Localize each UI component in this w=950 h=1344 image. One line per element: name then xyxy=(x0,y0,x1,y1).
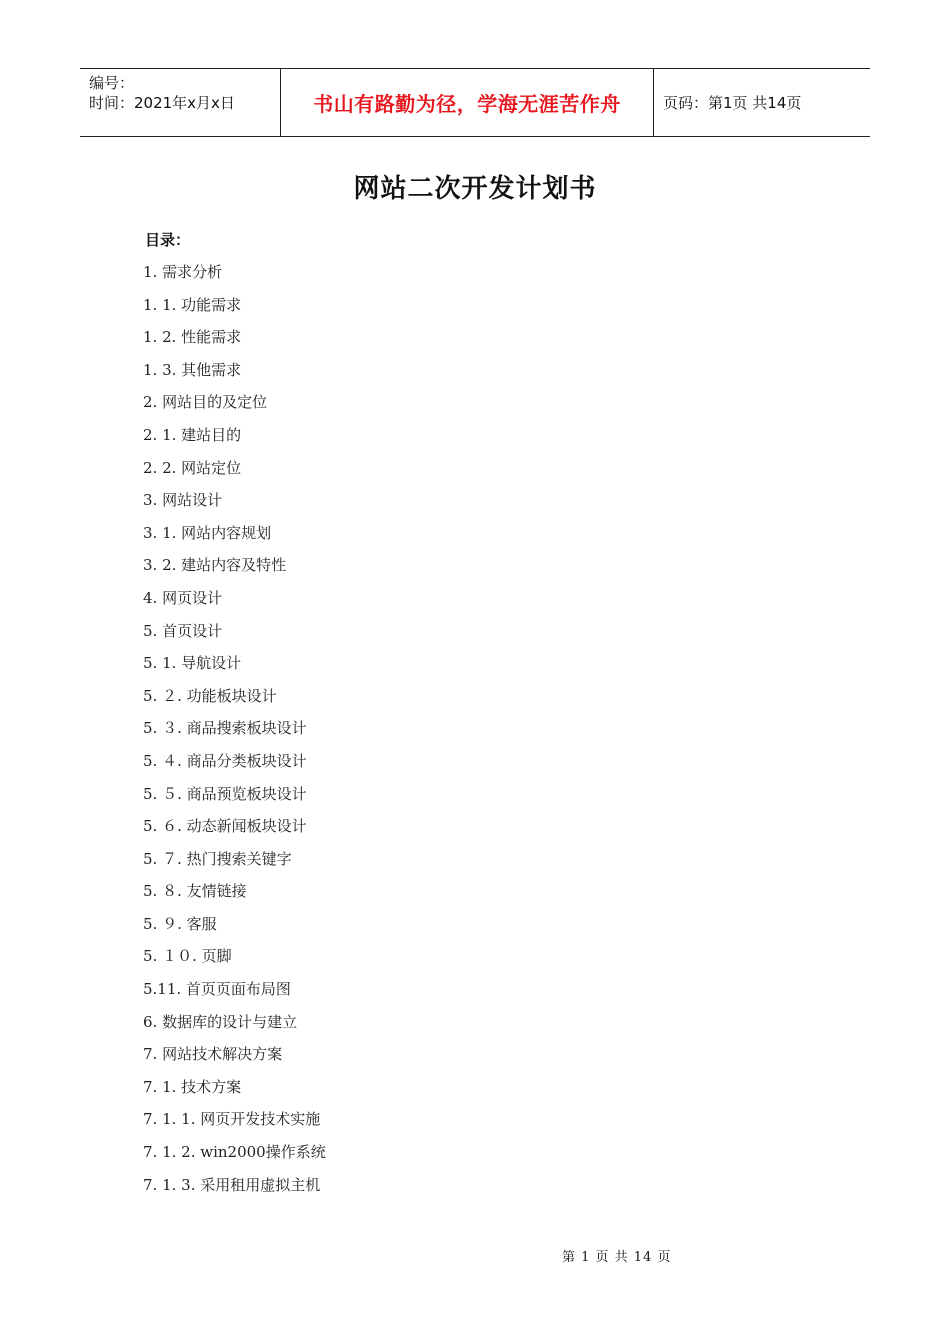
page-footer: 第 1 页 共 14 页 xyxy=(562,1250,672,1265)
toc-item: 5. １０. 页脚 xyxy=(143,947,232,966)
toc-item: 5. ４. 商品分类板块设计 xyxy=(143,751,307,770)
toc-item: 3. 2. 建站内容及特性 xyxy=(143,556,287,575)
toc-item: 6. 数据库的设计与建立 xyxy=(143,1012,298,1031)
header-motto-cell xyxy=(281,69,654,136)
toc-item: 2. 1. 建站目的 xyxy=(143,425,242,444)
date-label: 时间：2021年x月x日 xyxy=(89,94,235,112)
toc-item: 5. ７. 热门搜索关键字 xyxy=(143,849,292,868)
toc-item: 4. 网页设计 xyxy=(143,588,223,607)
toc-item: 2. 2. 网站定位 xyxy=(143,458,242,477)
document-title: 网站二次开发计划书 xyxy=(353,174,597,204)
toc-item: 7. 1. 3. 采用租用虚拟主机 xyxy=(143,1175,321,1194)
page-header xyxy=(80,68,870,137)
toc-item: 7. 网站技术解决方案 xyxy=(143,1045,283,1064)
toc-item: 1. 1. 功能需求 xyxy=(143,295,242,314)
toc-item: 3. 1. 网站内容规划 xyxy=(143,523,272,542)
toc-heading: 目录： xyxy=(145,231,191,249)
toc-item: 7. 1. 2. win2000操作系统 xyxy=(143,1143,326,1162)
toc-item: 5. ８. 友情链接 xyxy=(143,882,247,901)
toc-item: 5. ５. 商品预览板块设计 xyxy=(143,784,307,803)
toc-item: 1. 需求分析 xyxy=(143,263,223,281)
toc-item: 3. 网站设计 xyxy=(143,491,223,510)
serial-label: 编号： xyxy=(89,74,135,92)
header-page-info: 页码：第1页 共14页 xyxy=(663,94,802,112)
toc-item: 5. 首页设计 xyxy=(143,621,223,640)
toc-item: 7. 1. 技术方案 xyxy=(143,1077,242,1096)
toc-item: 5. ２. 功能板块设计 xyxy=(143,686,277,705)
table-of-contents xyxy=(143,256,326,1201)
toc-item: 5. ６. 动态新闻板块设计 xyxy=(143,817,307,836)
toc-item: 1. 2. 性能需求 xyxy=(143,328,242,347)
toc-item: 5.11. 首页页面布局图 xyxy=(143,980,291,999)
header-motto: 书山有路勤为径，学海无涯苦作舟 xyxy=(313,92,621,116)
toc-item: 5. ３. 商品搜索板块设计 xyxy=(143,719,307,738)
header-meta xyxy=(80,69,281,136)
toc-item: 5. ９. 客服 xyxy=(143,914,217,933)
toc-item: 1. 3. 其他需求 xyxy=(143,360,242,379)
toc-item: 7. 1. 1. 网页开发技术实施 xyxy=(143,1110,321,1129)
toc-item: 2. 网站目的及定位 xyxy=(143,393,268,412)
toc-item: 5. 1. 导航设计 xyxy=(143,654,242,673)
